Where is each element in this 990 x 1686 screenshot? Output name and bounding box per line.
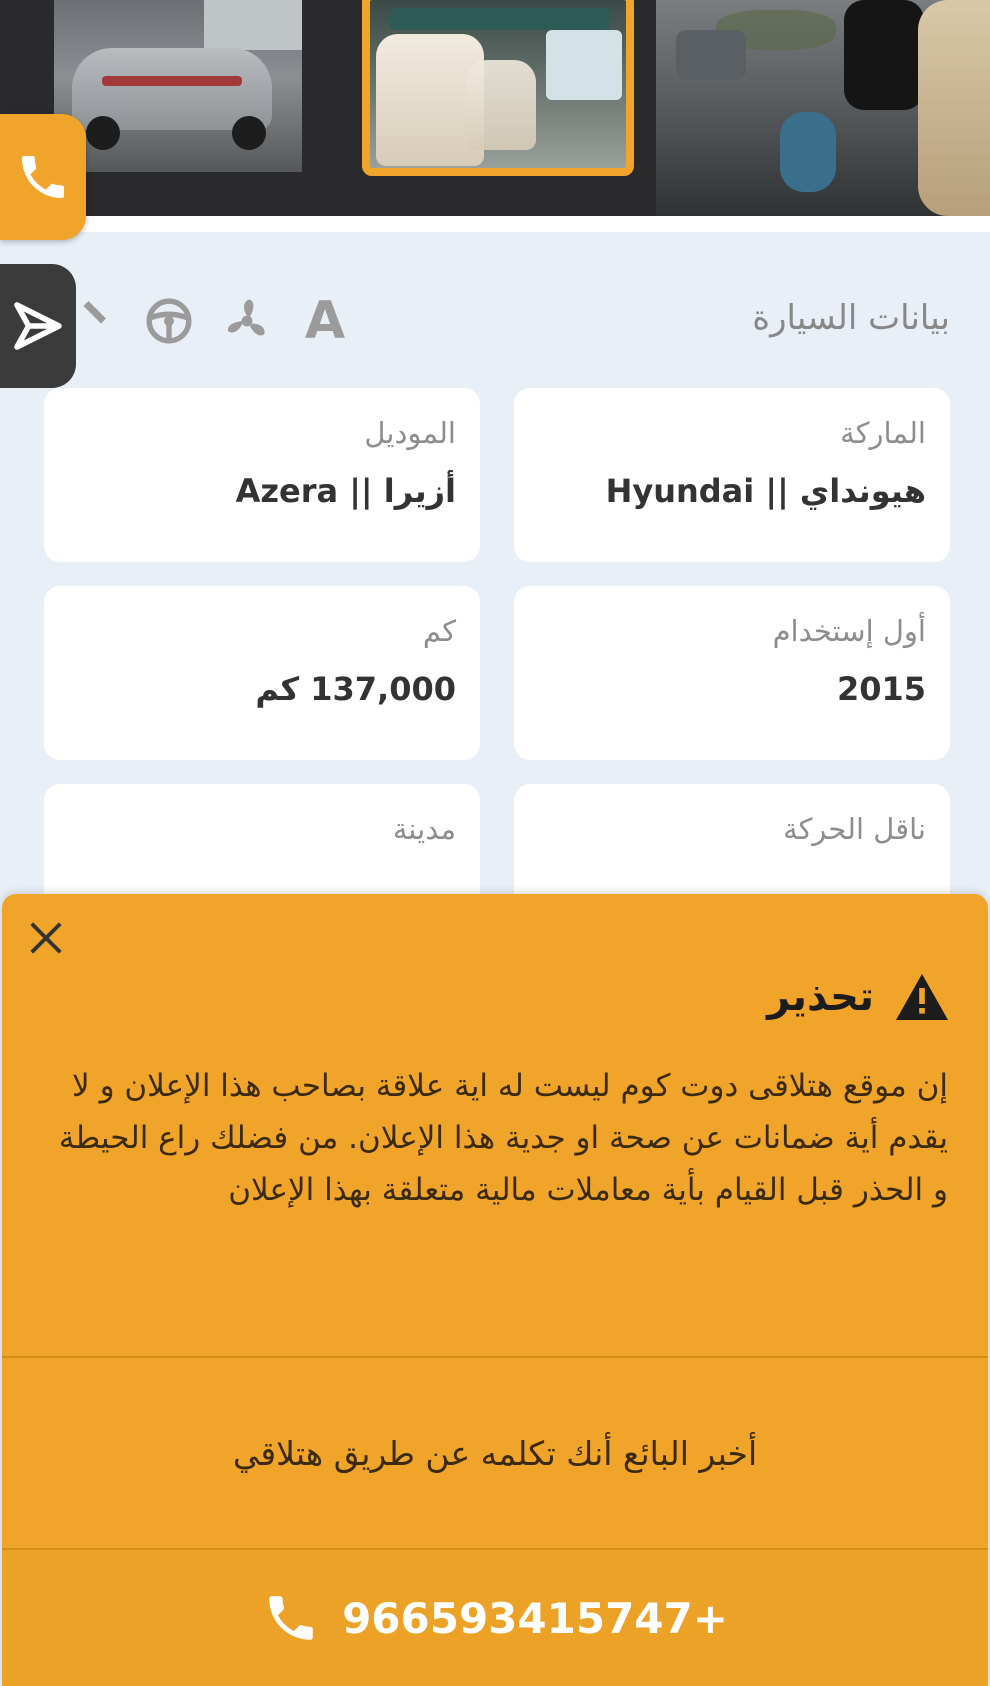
spec-value: أزيرا || Azera [235, 472, 456, 510]
car-wheel [86, 116, 120, 150]
phone-icon [15, 149, 71, 205]
warning-header [767, 974, 948, 1020]
gallery-main-photo[interactable] [656, 0, 990, 216]
spec-value: 2015 [836, 670, 926, 708]
spec-card-model [44, 388, 480, 562]
spec-card-mileage [44, 586, 480, 760]
spec-label: كم [422, 614, 456, 648]
gallery-thumbnail-interior-selected[interactable] [362, 0, 634, 176]
warning-sheet [2, 894, 988, 1686]
seat-shape [466, 60, 536, 150]
section-title: بيانات السيارة [752, 298, 950, 338]
photo-dashboard [844, 0, 924, 110]
phone-icon [262, 1589, 320, 1647]
fan-icon [220, 294, 274, 348]
spec-label: أول إستخدام [772, 614, 926, 648]
tell-seller-note: أخبر البائع أنك تكلمه عن طريق هتلاقي [232, 1433, 758, 1473]
spec-card-first-use [514, 586, 950, 760]
car-wheel [232, 116, 266, 150]
photo-seat [918, 0, 990, 216]
spec-label: الماركة [840, 416, 926, 450]
letter-a-icon: A [304, 291, 346, 351]
gallery-divider [0, 216, 990, 232]
seller-phone-number: 966593415747+ [342, 1593, 728, 1643]
spec-label: ناقل الحركة [783, 812, 926, 846]
warning-title: تحذير [767, 974, 874, 1020]
car-info-header [44, 290, 950, 360]
photo-car [676, 30, 746, 80]
spec-label: الموديل [364, 416, 456, 450]
thumb-background [204, 0, 302, 50]
photo-gallery [0, 0, 990, 216]
call-seller-button[interactable] [2, 1550, 988, 1686]
steering-wheel-icon [142, 294, 196, 348]
warning-triangle-icon [896, 974, 948, 1020]
spec-label: مدينة [392, 812, 456, 846]
spec-card-brand [514, 388, 950, 562]
sunroof-shape [390, 8, 610, 30]
close-button[interactable] [22, 914, 70, 962]
window-shape [546, 30, 622, 100]
gallery-thumbnail-exterior[interactable] [54, 0, 302, 172]
call-float-button[interactable] [0, 114, 86, 240]
spec-icons [64, 291, 352, 351]
car-taillight [102, 76, 242, 86]
spec-value: هيونداي || Hyundai [605, 472, 926, 510]
key-icon [64, 294, 118, 348]
spec-value: 137,000 كم [255, 670, 456, 708]
photo-gear-knob [780, 112, 836, 192]
warning-message: إن موقع هتلاقى دوت كوم ليست له اية علاقة بصاحب هذا الإعلان و لا يقدم أية ضمانات عن صحة او جدية هذا الإعلان. من فضلك راع الحيطة و الحذر قبل القيام بأية معاملات مالية متعلقة بهذا الإعلان [58, 1068, 948, 1208]
close-icon [27, 919, 65, 957]
